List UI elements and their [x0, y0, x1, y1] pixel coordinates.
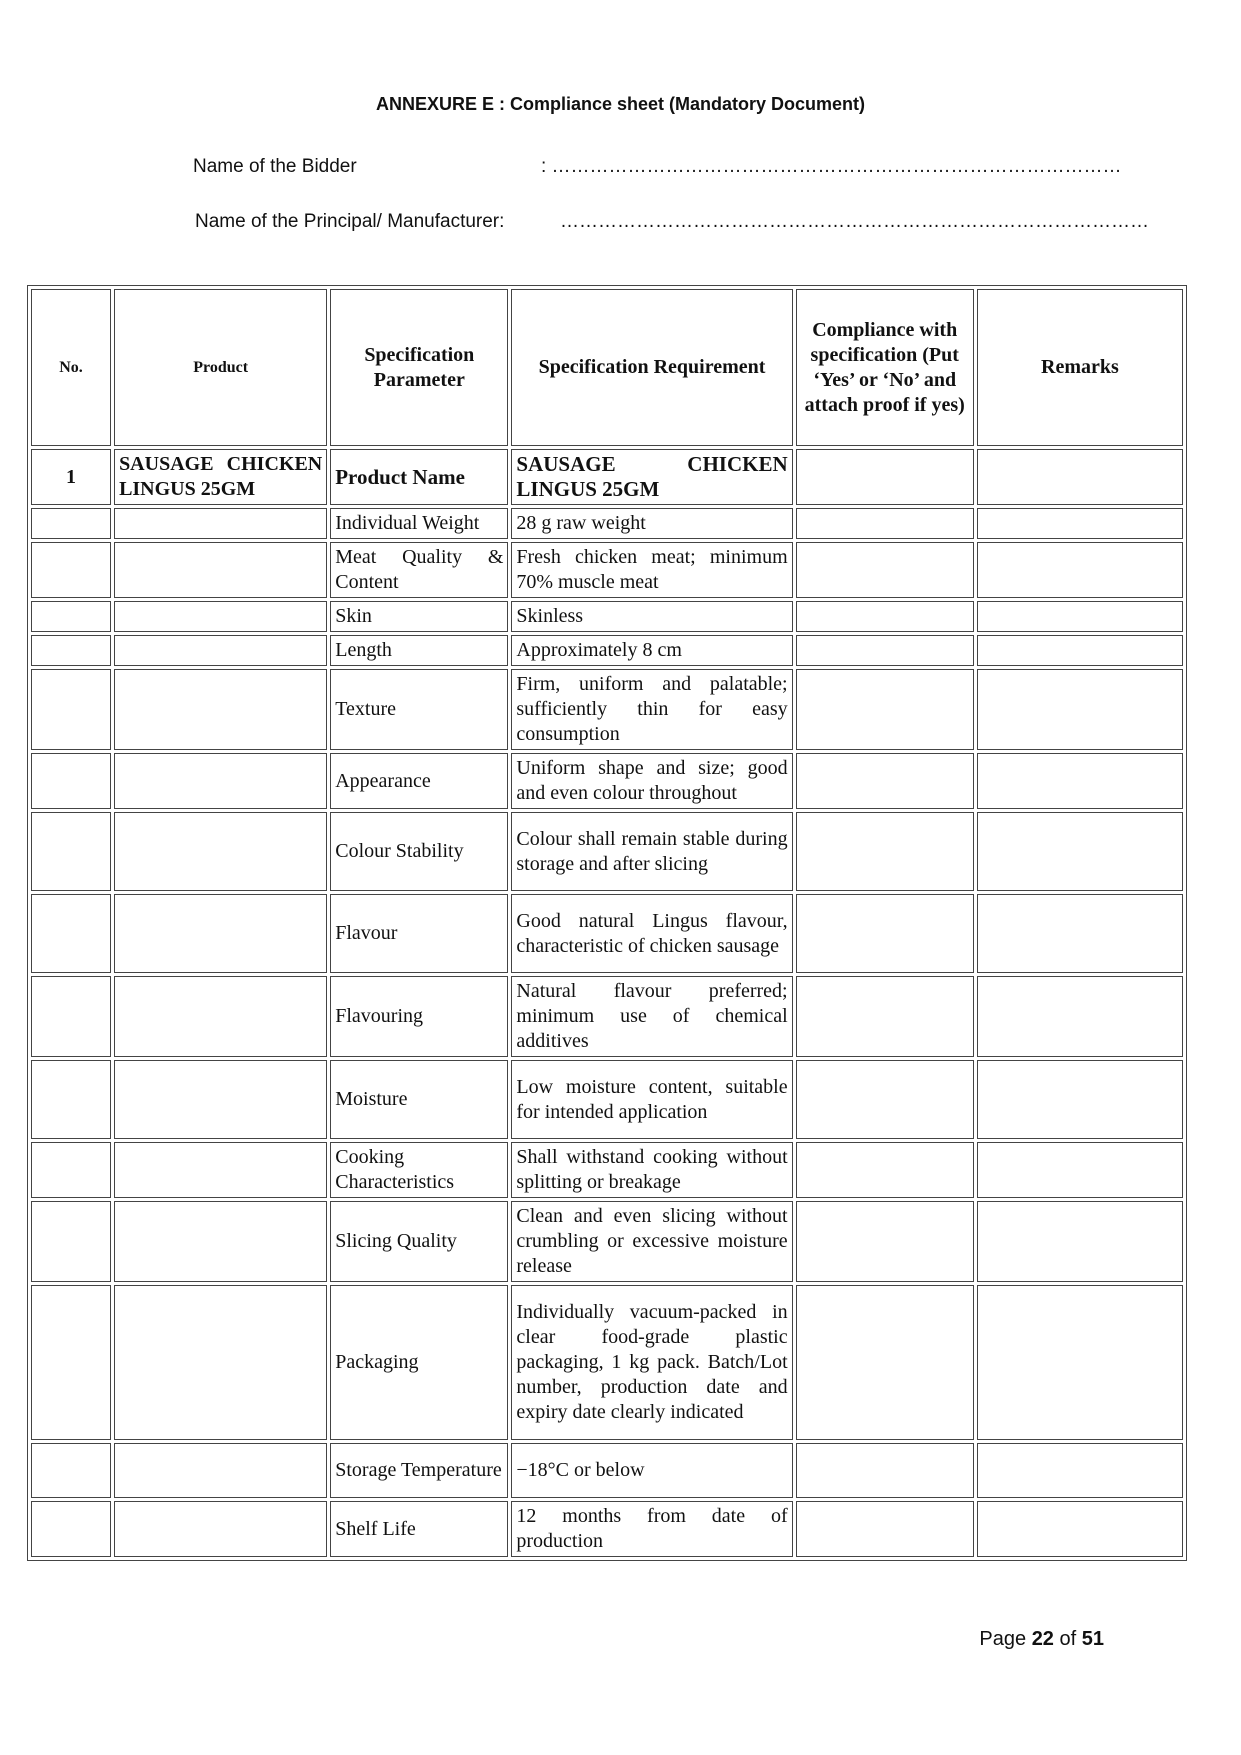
table-row [31, 1501, 1183, 1557]
cell-compliance[interactable] [796, 449, 974, 505]
cell-compliance[interactable] [796, 1201, 974, 1282]
cell-no [31, 542, 111, 598]
cell-product [114, 542, 327, 598]
page-of: of [1059, 1628, 1077, 1650]
cell-product [114, 601, 327, 632]
total-pages: 51 [1081, 1628, 1104, 1650]
table-row [31, 542, 1183, 598]
cell-requirement: −18°C or below [511, 1443, 792, 1498]
cell-requirement: SAUSAGE CHICKEN LINGUS 25GM [511, 449, 792, 505]
header-no: No. [31, 289, 111, 446]
cell-product [114, 1142, 327, 1198]
cell-parameter: Moisture [330, 1060, 508, 1139]
cell-requirement: Uniform shape and size; good and even colour throughout [511, 753, 792, 809]
document-heading: ANNEXURE E : Compliance sheet (Mandatory Document) [375, 94, 866, 114]
cell-product [114, 508, 327, 539]
cell-requirement: Firm, uniform and palatable; sufficiently thin for easy consumption [511, 669, 792, 750]
header-remarks: Remarks [977, 289, 1183, 446]
page-prefix: Page [979, 1628, 1027, 1650]
cell-requirement: Approximately 8 cm [511, 635, 792, 666]
cell-no [31, 1443, 111, 1498]
cell-no [31, 976, 111, 1057]
cell-compliance[interactable] [796, 1285, 974, 1440]
cell-product [114, 635, 327, 666]
cell-remarks[interactable] [977, 1443, 1183, 1498]
cell-requirement: Colour shall remain stable during storage and after slicing [511, 812, 792, 891]
cell-requirement: Low moisture content, suitable for intended application [511, 1060, 792, 1139]
cell-compliance[interactable] [796, 1142, 974, 1198]
cell-remarks[interactable] [977, 635, 1183, 666]
cell-requirement: 28 g raw weight [511, 508, 792, 539]
cell-remarks[interactable] [977, 1285, 1183, 1440]
cell-compliance[interactable] [796, 508, 974, 539]
table-row [31, 1285, 1183, 1440]
table-row [31, 1142, 1183, 1198]
cell-product [114, 1443, 327, 1498]
cell-requirement: Skinless [511, 601, 792, 632]
cell-parameter: Length [330, 635, 508, 666]
cell-compliance[interactable] [796, 1443, 974, 1498]
cell-compliance[interactable] [796, 1060, 974, 1139]
cell-parameter: Storage Temperature [330, 1443, 508, 1498]
header-parameter: Specification Parameter [330, 289, 508, 446]
cell-parameter: Cooking Characteristics [330, 1142, 508, 1198]
cell-product [114, 669, 327, 750]
cell-compliance[interactable] [796, 669, 974, 750]
bidder-name-field: : ……………………………………………………………………………… [541, 156, 1122, 177]
bidder-name-label: Name of the Bidder [193, 156, 357, 177]
table-row [31, 753, 1183, 809]
cell-no [31, 508, 111, 539]
cell-no: 1 [31, 449, 111, 505]
cell-no [31, 601, 111, 632]
cell-no [31, 1201, 111, 1282]
cell-parameter: Skin [330, 601, 508, 632]
cell-no [31, 812, 111, 891]
cell-parameter: Flavouring [330, 976, 508, 1057]
cell-compliance[interactable] [796, 635, 974, 666]
table-row [31, 601, 1183, 632]
cell-compliance[interactable] [796, 1501, 974, 1557]
cell-product [114, 894, 327, 973]
cell-requirement: Individually vacuum-packed in clear food-grade plastic packaging, 1 kg pack. Batch/Lot number, production date and expiry date clearly indicated [511, 1285, 792, 1440]
cell-product [114, 1501, 327, 1557]
cell-product [114, 812, 327, 891]
cell-parameter: Packaging [330, 1285, 508, 1440]
cell-compliance[interactable] [796, 976, 974, 1057]
cell-remarks[interactable] [977, 894, 1183, 973]
cell-compliance[interactable] [796, 812, 974, 891]
compliance-table [27, 285, 1187, 1561]
page-number [979, 1628, 1104, 1651]
header-compliance: Compliance with specification (Put ‘Yes’ or ‘No’ and attach proof if yes) [796, 289, 974, 446]
cell-requirement: Shall withstand cooking without splitting or breakage [511, 1142, 792, 1198]
cell-remarks[interactable] [977, 1060, 1183, 1139]
cell-remarks[interactable] [977, 1501, 1183, 1557]
cell-product [114, 1060, 327, 1139]
cell-compliance[interactable] [796, 542, 974, 598]
table-row [31, 1443, 1183, 1498]
cell-no [31, 669, 111, 750]
table-header-row [31, 289, 1183, 446]
cell-remarks[interactable] [977, 449, 1183, 505]
manufacturer-name-label: Name of the Principal/ Manufacturer: [195, 211, 505, 232]
header-requirement: Specification Requirement [511, 289, 792, 446]
cell-parameter: Colour Stability [330, 812, 508, 891]
cell-remarks[interactable] [977, 753, 1183, 809]
cell-remarks[interactable] [977, 601, 1183, 632]
table-row [31, 976, 1183, 1057]
table-row [31, 635, 1183, 666]
cell-remarks[interactable] [977, 1142, 1183, 1198]
cell-remarks[interactable] [977, 669, 1183, 750]
cell-no [31, 1060, 111, 1139]
cell-remarks[interactable] [977, 1201, 1183, 1282]
current-page: 22 [1031, 1628, 1054, 1650]
cell-parameter: Flavour [330, 894, 508, 973]
cell-remarks[interactable] [977, 542, 1183, 598]
cell-remarks[interactable] [977, 976, 1183, 1057]
cell-requirement: Clean and even slicing without crumbling or excessive moisture release [511, 1201, 792, 1282]
cell-product [114, 976, 327, 1057]
cell-requirement: Natural flavour preferred; minimum use of chemical additives [511, 976, 792, 1057]
cell-product [114, 1201, 327, 1282]
table-row [31, 669, 1183, 750]
cell-compliance[interactable] [796, 894, 974, 973]
cell-requirement: Good natural Lingus flavour, characteristic of chicken sausage [511, 894, 792, 973]
cell-parameter: Product Name [330, 449, 508, 505]
table-row [31, 1201, 1183, 1282]
cell-parameter: Individual Weight [330, 508, 508, 539]
cell-parameter: Slicing Quality [330, 1201, 508, 1282]
cell-requirement: Fresh chicken meat; minimum 70% muscle meat [511, 542, 792, 598]
cell-remarks[interactable] [977, 508, 1183, 539]
table-row [31, 508, 1183, 539]
header-product: Product [114, 289, 327, 446]
cell-compliance[interactable] [796, 753, 974, 809]
cell-parameter: Texture [330, 669, 508, 750]
cell-parameter: Meat Quality & Content [330, 542, 508, 598]
cell-no [31, 753, 111, 809]
cell-requirement: 12 months from date of production [511, 1501, 792, 1557]
cell-compliance[interactable] [796, 601, 974, 632]
table-row [31, 449, 1183, 505]
cell-product: SAUSAGE CHICKEN LINGUS 25GM [114, 449, 327, 505]
cell-parameter: Shelf Life [330, 1501, 508, 1557]
cell-no [31, 1142, 111, 1198]
cell-remarks[interactable] [977, 812, 1183, 891]
table-row [31, 894, 1183, 973]
cell-no [31, 635, 111, 666]
manufacturer-name-field: ………………………………………………………………………………… [560, 211, 1149, 232]
cell-product [114, 1285, 327, 1440]
cell-no [31, 894, 111, 973]
table-row [31, 812, 1183, 891]
table-row [31, 1060, 1183, 1139]
cell-parameter: Appearance [330, 753, 508, 809]
cell-no [31, 1501, 111, 1557]
cell-product [114, 753, 327, 809]
cell-no [31, 1285, 111, 1440]
